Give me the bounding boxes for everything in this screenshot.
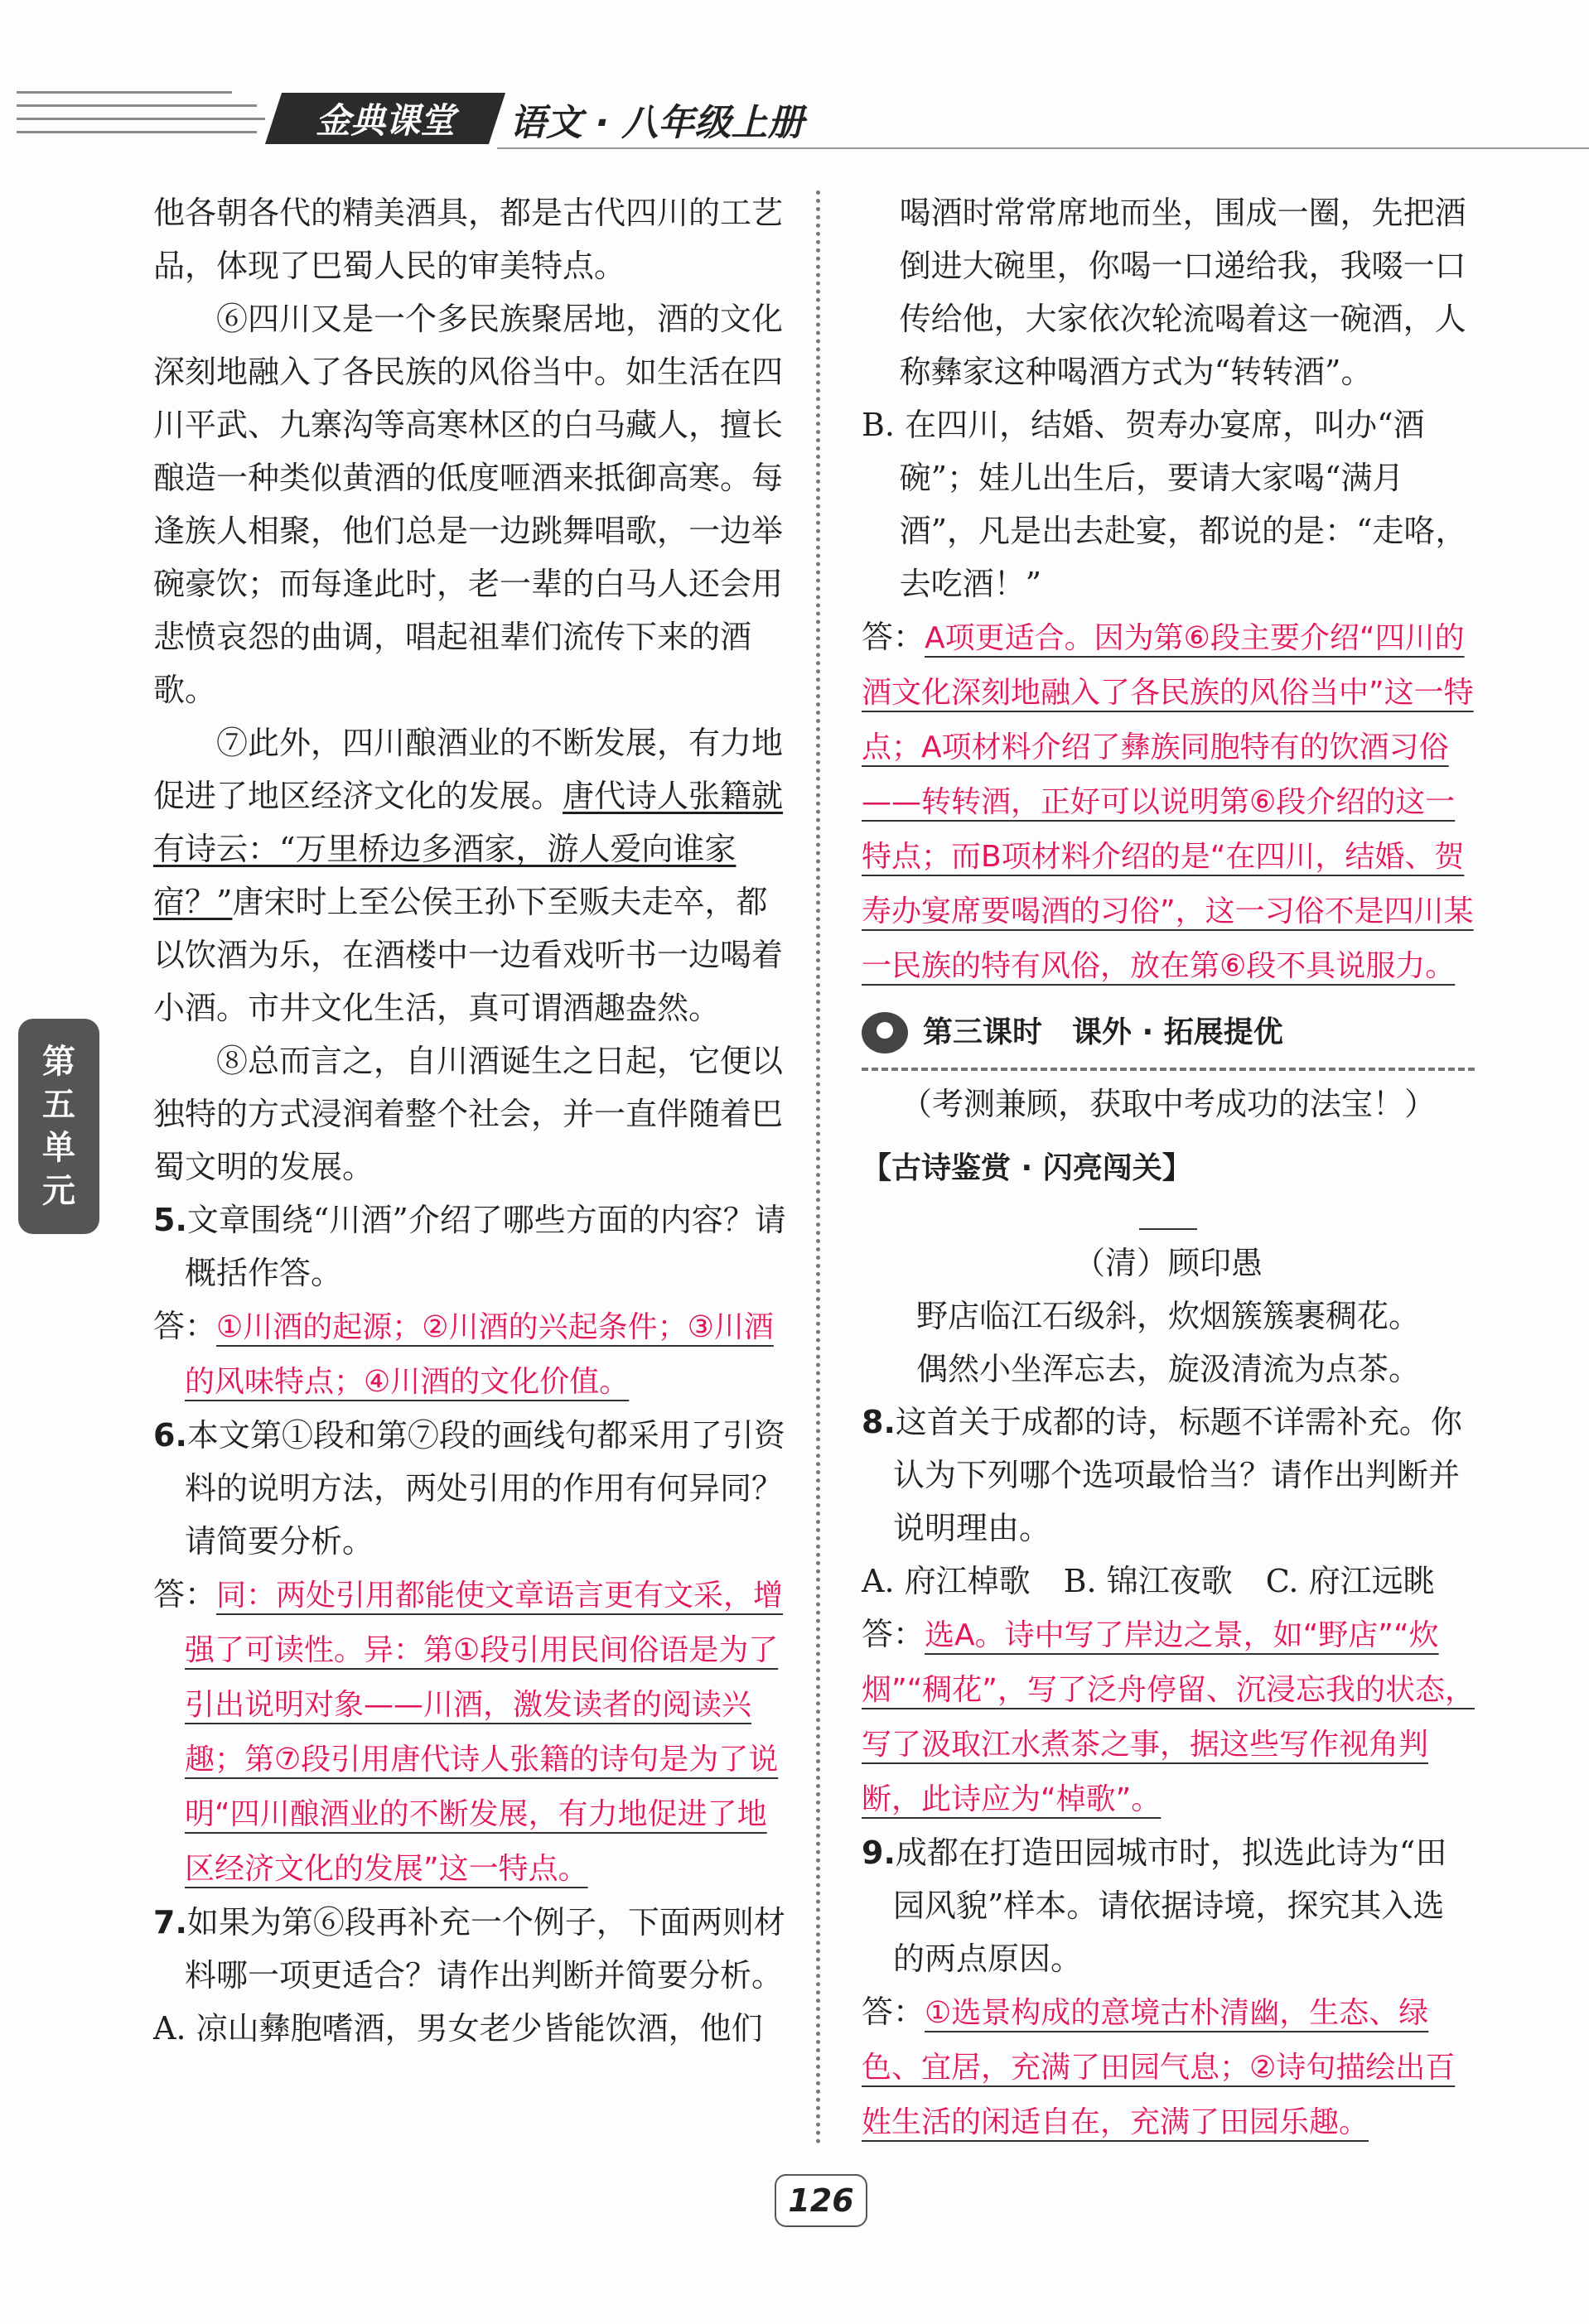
section-subtitle: （考测兼顾，获取中考成功的法宝！）	[900, 1086, 1436, 1122]
question-8: 8.这首关于成都的诗，标题不详需补充。你认为下列哪个选项最恰当？请作出判断并说明理由。	[862, 1404, 1462, 1546]
answer-9: 答：①选景构成的意境古朴清幽，生态、绿色、宜居，充满了田园气息；②诗句描绘出百姓生活的闲适自在，充满了田园乐趣。	[862, 1994, 1456, 2139]
underlined-quote: 唐代诗人张籍就有诗云：“万里桥边多酒家，游人爱向谁家宿？”	[153, 778, 784, 920]
paragraph-7: ⑦此外，四川酿酒业的不断发展，有力地促进了地区经济文化的发展。唐代诗人张籍就有诗云：“万里桥边多酒家，游人爱向谁家宿？”唐宋时上至公侯王孙下至贩夫走卒，都以饮酒为乐，在酒楼中一边看戏听书一边喝着小酒。市井文化生活，真可谓酒趣盎然。	[153, 725, 784, 1026]
option: B. 锦江夜歌	[1063, 1563, 1233, 1599]
answer-6: 答：同：两处引用都能使文章语言更有文采，增强了可读性。异：第①段引用民间俗语是为了引出说明对象——川酒，激发读者的阅读兴趣；第⑦段引用唐代诗人张籍的诗句是为了说明“四川酿酒业的不断发展，有力地促进了地区经济文化的发展”这一特点。	[153, 1576, 784, 1886]
question-8-options	[862, 1555, 1475, 1608]
question-9: 9.成都在打造田园城市时，拟选此诗为“田园风貌”样本。请依据诗境，探究其入选的两点原因。	[862, 1835, 1447, 1977]
poem-author: （清）顾印愚	[1073, 1245, 1263, 1281]
question-6: 6.本文第①段和第⑦段的画线句都采用了引资料的说明方法，两处引用的作用有何异同？请简要分析。	[153, 1417, 785, 1560]
question-5: 5.文章围绕“川酒”介绍了哪些方面的内容？请概括作答。	[153, 1202, 786, 1291]
poem-line-2: 偶然小坐浑忘去，旋汲清流为点茶。	[915, 1351, 1420, 1387]
page-header	[0, 0, 1589, 190]
poem-title-blank	[1139, 1228, 1197, 1230]
section-header	[862, 1001, 1475, 1064]
section-rule	[862, 1068, 1475, 1071]
page-number: 126	[775, 2174, 867, 2227]
answer-7: 答：A项更适合。因为第⑥段主要介绍“四川的酒文化深刻地融入了各民族的风俗当中”这一特点；A项材料介绍了彝族同胞特有的饮酒习俗——转转酒，正好可以说明第⑥段介绍的这一特点；而B项材料介绍的是“在四川，结婚、贺寿办宴席要喝酒的习俗”，这一习俗不是四川某一民族的特有风俗，放在第⑥段不具说服力。	[862, 619, 1474, 983]
question-7: 7.如果为第⑥段再补充一个例子，下面两则材料哪一项更适合？请作出判断并简要分析。	[153, 1904, 785, 1994]
header-rule	[497, 147, 1589, 149]
section-title: 第三课时 课外 · 拓展提优	[923, 1015, 1283, 1049]
answer-5: 答：①川酒的起源；②川酒的兴起条件；③川酒的风味特点；④川酒的文化价值。	[153, 1308, 774, 1399]
option-a-start: A. 凉山彝胞嗜酒，男女老少皆能饮酒，他们	[153, 2010, 763, 2047]
paragraph-8: ⑧总而言之，自川酒诞生之日起，它便以独特的方式浸润着整个社会，并一直伴随着巴蜀文明的发展。	[153, 1043, 784, 1185]
option: A. 府江棹歌	[862, 1563, 1031, 1599]
right-column	[862, 186, 1475, 2149]
column-divider	[816, 190, 820, 2145]
trophy-icon	[862, 1012, 908, 1054]
paragraph-continued: 他各朝各代的精美酒具，都是古代四川的工艺品，体现了巴蜀人民的审美特点。	[153, 195, 784, 284]
poem-line-1: 野店临江石级斜，炊烟簇簇裹稠花。	[915, 1298, 1420, 1334]
header-decor-lines	[17, 91, 265, 149]
answer-8: 答：选A。诗中写了岸边之景，如“野店”“炊烟”“稠花”，写了泛舟停留、沉浸忘我的状态，写了汲取江水煮茶之事，据这些写作视角判断，此诗应为“棹歌”。	[862, 1616, 1475, 1816]
unit-side-tab: 第 五 单 元	[18, 1019, 99, 1234]
option: C. 府江远眺	[1265, 1563, 1435, 1599]
option-a-continued: 喝酒时常常席地而坐，围成一圈，先把酒倒进大碗里，你喝一口递给我，我啜一口传给他，大家依次轮流喝着这一碗酒，人称彝家这种喝酒方式为“转转酒”。	[899, 195, 1466, 390]
book-subject: 语文 · 八年级上册	[510, 102, 804, 144]
brand-logo: 金典课堂	[265, 93, 505, 144]
option-b: B. 在四川，结婚、贺寿办宴席，叫办“酒碗”；娃儿出生后，要请大家喝“满月酒”，凡是出去赴宴，都说的是：“走咯，去吃酒！”	[862, 407, 1467, 602]
left-column	[153, 186, 791, 2055]
poem-section-tag: 【古诗鉴赏 · 闪亮闯关】	[862, 1151, 1192, 1185]
paragraph-6: ⑥四川又是一个多民族聚居地，酒的文化深刻地融入了各民族的风俗当中。如生活在四川平武、九寨沟等高寒林区的白马藏人，擅长酿造一种类似黄酒的低度咂酒来抵御高寒。每逢族人相聚，他们总是一边跳舞唱歌，一边举碗豪饮；而每逢此时，老一辈的白马人还会用悲愤哀怨的曲调，唱起祖辈们流传下来的酒歌。	[153, 301, 784, 708]
